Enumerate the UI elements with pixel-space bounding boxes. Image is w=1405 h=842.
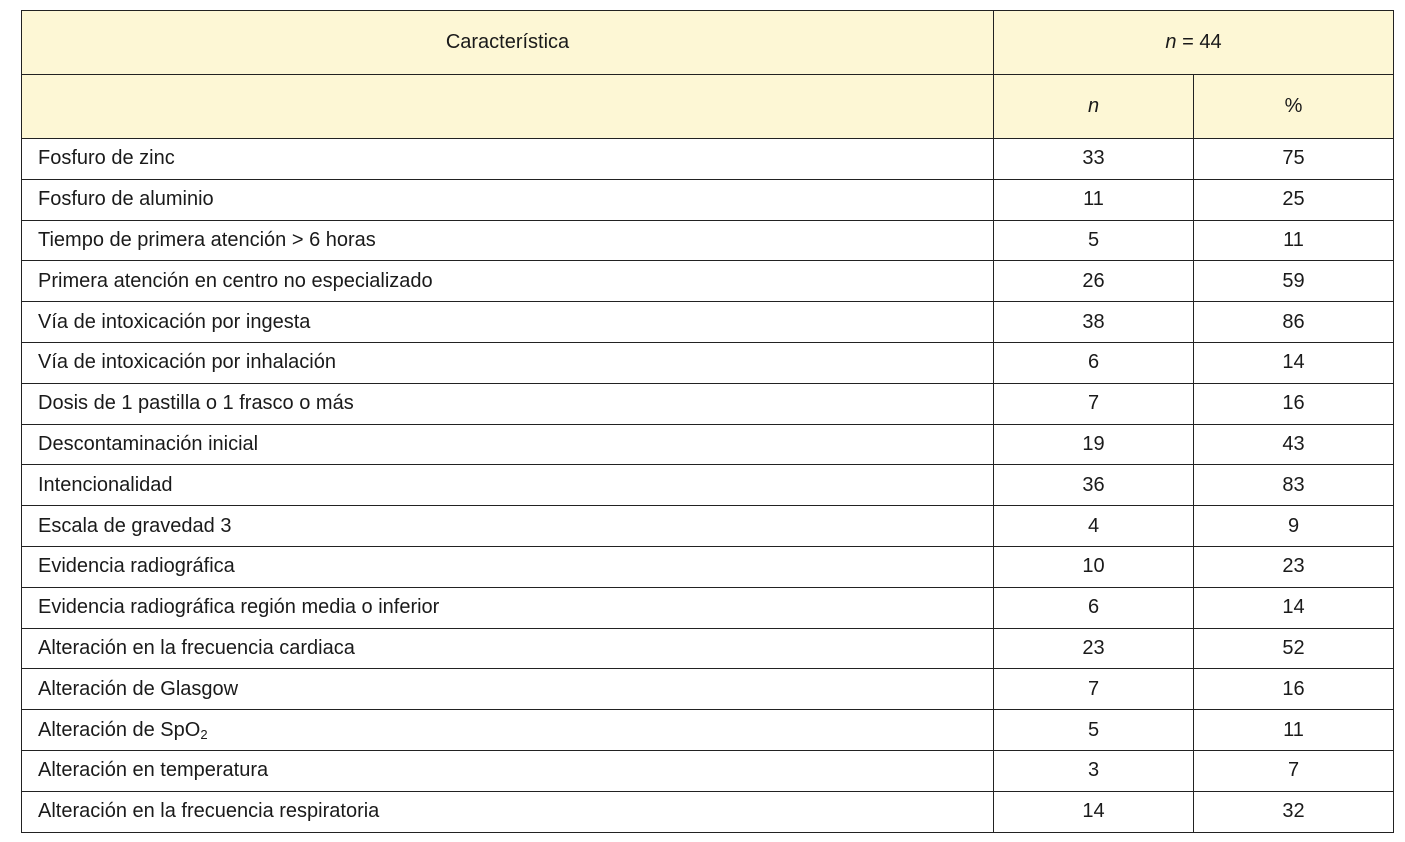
table-row <box>22 587 1394 628</box>
header-row-1 <box>22 11 1394 75</box>
table-row <box>22 383 1394 424</box>
header-empty-cell <box>22 75 994 139</box>
row-n: 6 <box>994 342 1194 383</box>
table-row <box>22 750 1394 791</box>
row-n: 38 <box>994 302 1194 343</box>
row-percent: 23 <box>1194 546 1394 587</box>
table-row <box>22 179 1394 220</box>
row-percent: 9 <box>1194 506 1394 547</box>
row-n: 7 <box>994 383 1194 424</box>
row-percent: 59 <box>1194 261 1394 302</box>
row-n: 23 <box>994 628 1194 669</box>
table-row <box>22 424 1394 465</box>
table-row <box>22 139 1394 180</box>
table-row <box>22 710 1394 751</box>
header-sub-percent: % <box>1194 75 1394 139</box>
row-label: Alteración en temperatura <box>22 750 994 791</box>
table-row <box>22 791 1394 832</box>
row-n: 33 <box>994 139 1194 180</box>
table-row <box>22 465 1394 506</box>
row-label: Alteración de Glasgow <box>22 669 994 710</box>
row-percent: 86 <box>1194 302 1394 343</box>
header-n-total-var: n <box>1165 31 1177 53</box>
row-n: 5 <box>994 710 1194 751</box>
header-sub-n: n <box>994 75 1194 139</box>
row-percent: 52 <box>1194 628 1394 669</box>
row-percent: 7 <box>1194 750 1394 791</box>
row-label: Escala de gravedad 3 <box>22 506 994 547</box>
row-label: Alteración en la frecuencia cardiaca <box>22 628 994 669</box>
row-n: 11 <box>994 179 1194 220</box>
row-label: Dosis de 1 pastilla o 1 frasco o más <box>22 383 994 424</box>
row-n: 4 <box>994 506 1194 547</box>
row-label: Vía de intoxicación por inhalación <box>22 342 994 383</box>
characteristics-table <box>21 10 1394 833</box>
row-label: Tiempo de primera atención > 6 horas <box>22 220 994 261</box>
table-row <box>22 342 1394 383</box>
header-n-total-eq: = 44 <box>1176 31 1222 53</box>
row-label: Primera atención en centro no especializado <box>22 261 994 302</box>
table-row <box>22 546 1394 587</box>
row-label: Descontaminación inicial <box>22 424 994 465</box>
row-n: 3 <box>994 750 1194 791</box>
row-percent: 83 <box>1194 465 1394 506</box>
table-row <box>22 261 1394 302</box>
table-row <box>22 669 1394 710</box>
table-row <box>22 506 1394 547</box>
row-label: Alteración en la frecuencia respiratoria <box>22 791 994 832</box>
row-n: 6 <box>994 587 1194 628</box>
row-label-text: Alteración de SpO <box>38 718 201 741</box>
row-percent: 32 <box>1194 791 1394 832</box>
row-label <box>22 710 994 751</box>
row-percent: 14 <box>1194 342 1394 383</box>
row-n: 10 <box>994 546 1194 587</box>
header-characteristic: Característica <box>22 11 994 75</box>
row-label: Evidencia radiográfica región media o inferior <box>22 587 994 628</box>
row-percent: 14 <box>1194 587 1394 628</box>
row-label: Fosfuro de zinc <box>22 139 994 180</box>
row-n: 5 <box>994 220 1194 261</box>
row-label-subscript: 2 <box>200 726 208 742</box>
row-n: 19 <box>994 424 1194 465</box>
row-n: 7 <box>994 669 1194 710</box>
header-n-total <box>994 11 1394 75</box>
row-label: Evidencia radiográfica <box>22 546 994 587</box>
row-label: Vía de intoxicación por ingesta <box>22 302 994 343</box>
row-percent: 25 <box>1194 179 1394 220</box>
row-percent: 16 <box>1194 383 1394 424</box>
table-row <box>22 220 1394 261</box>
row-label: Fosfuro de aluminio <box>22 179 994 220</box>
table-row <box>22 628 1394 669</box>
row-n: 26 <box>994 261 1194 302</box>
row-n: 36 <box>994 465 1194 506</box>
row-label: Intencionalidad <box>22 465 994 506</box>
header-row-2 <box>22 75 1394 139</box>
row-percent: 43 <box>1194 424 1394 465</box>
row-percent: 75 <box>1194 139 1394 180</box>
row-percent: 16 <box>1194 669 1394 710</box>
row-percent: 11 <box>1194 710 1394 751</box>
row-percent: 11 <box>1194 220 1394 261</box>
row-n: 14 <box>994 791 1194 832</box>
table-row <box>22 302 1394 343</box>
